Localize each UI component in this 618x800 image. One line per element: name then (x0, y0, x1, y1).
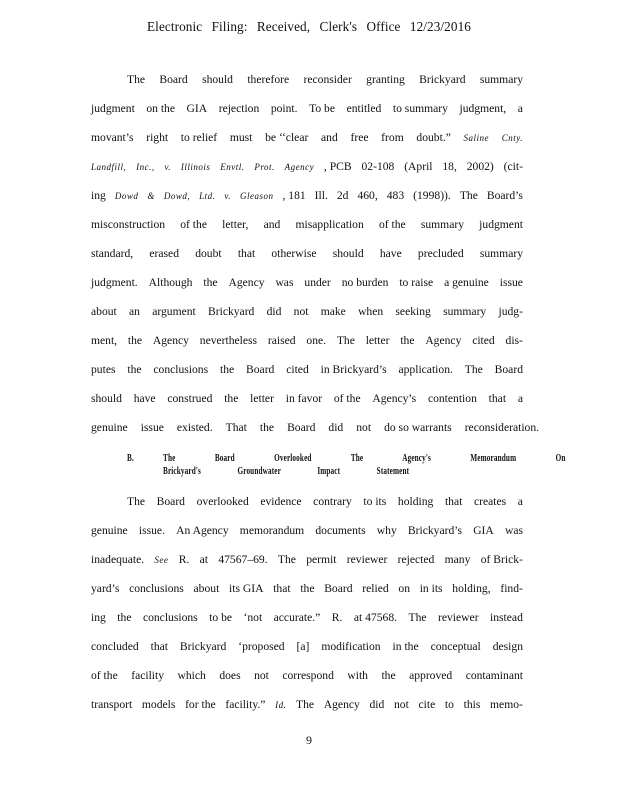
word: yard’s (91, 582, 120, 595)
word: conceptual (430, 640, 481, 653)
word: a (517, 102, 523, 115)
word: conclusions (153, 363, 209, 376)
word: Dowd (114, 191, 139, 201)
word: facility.” (225, 698, 266, 711)
word: in Brickyard’s (320, 363, 387, 376)
word: did (369, 698, 385, 711)
word: Agency’s (372, 392, 417, 405)
section-heading-line-1: The Board Overlooked The Agency's Memorandum On (163, 453, 566, 464)
word: misapplication (295, 218, 364, 231)
word: v. (164, 162, 172, 172)
word: many (444, 553, 471, 566)
text-line (91, 392, 523, 406)
word: about (91, 305, 117, 318)
word: Agency (425, 334, 462, 347)
word: of the (180, 218, 207, 231)
word: when (358, 305, 384, 318)
word: 483 (386, 189, 405, 202)
word: a (517, 495, 523, 508)
word: about (193, 582, 220, 595)
text-line (91, 421, 540, 435)
word: [a] (296, 640, 310, 653)
word: for the (185, 698, 216, 711)
word: construed (167, 392, 213, 405)
word: that (150, 640, 168, 653)
text-line (91, 669, 523, 683)
word: issue (499, 276, 523, 289)
word: did (328, 421, 344, 434)
word: The (336, 334, 355, 347)
word: holding (397, 495, 434, 508)
word: on (398, 582, 410, 595)
word: accurate.” (273, 611, 321, 624)
word: & (147, 191, 155, 201)
text-line (91, 102, 523, 116)
word: genuine (91, 524, 128, 537)
word: the (203, 276, 218, 289)
word: judgment, (459, 102, 507, 115)
word: (cit- (503, 160, 523, 173)
word: judgment. (91, 276, 138, 289)
word: models (141, 698, 176, 711)
word: no burden (341, 276, 389, 289)
word: not (293, 305, 309, 318)
word: doubt (195, 247, 222, 260)
word: does (219, 669, 241, 682)
word: Agency (284, 162, 315, 172)
word: reviewer (346, 553, 388, 566)
word: precluded (417, 247, 464, 260)
word: in its (419, 582, 443, 595)
word: of the (333, 392, 361, 405)
word: right (146, 131, 169, 144)
word: correspond (282, 669, 334, 682)
word: overlooked (196, 495, 249, 508)
word: judgment (479, 218, 523, 231)
word: dis- (505, 334, 523, 347)
word: , PCB (323, 160, 352, 173)
word: nevertheless (199, 334, 258, 347)
word: issue (140, 421, 164, 434)
word: documents (315, 524, 366, 537)
word: entitled (346, 102, 382, 115)
word: 18, (442, 160, 457, 173)
word: memorandum (239, 524, 305, 537)
word: did (266, 305, 282, 318)
word: To be (309, 102, 336, 115)
word: Board (287, 421, 316, 434)
word: be ‘‘clear (265, 131, 309, 144)
word: instead (490, 611, 523, 624)
word: at 47568. (353, 611, 398, 624)
word: existed. (176, 421, 213, 434)
word: judgment (91, 102, 135, 115)
word: , 181 (282, 189, 306, 202)
text-line (91, 524, 523, 538)
word: summary (479, 73, 523, 86)
word: the (300, 582, 315, 595)
word: Board (159, 73, 188, 86)
word: putes (91, 363, 116, 376)
text-line (91, 553, 523, 567)
word: Agency (228, 276, 265, 289)
word: Agency (152, 334, 189, 347)
word: point. (270, 102, 298, 115)
word: an (129, 305, 140, 318)
word: to (444, 698, 454, 711)
word: The (277, 553, 296, 566)
word: this (463, 698, 481, 711)
word: that (444, 495, 463, 508)
word: the (381, 669, 396, 682)
word: (April (404, 160, 433, 173)
word: R. (178, 553, 190, 566)
word: that (488, 392, 507, 405)
word: Board (324, 582, 353, 595)
word: The (296, 698, 315, 711)
word: Brickyard (419, 73, 466, 86)
word: letter, (222, 218, 249, 231)
word: facility (131, 669, 165, 682)
word: summary (420, 218, 464, 231)
section-heading-letter: B. (127, 453, 134, 464)
word: find- (500, 582, 523, 595)
word: erased (149, 247, 179, 260)
word: design (492, 640, 523, 653)
word: raised (267, 334, 296, 347)
word: creates (473, 495, 507, 508)
word: was (275, 276, 294, 289)
word: in the (392, 640, 419, 653)
text-line (91, 305, 523, 319)
word: issue. (138, 524, 165, 537)
word: should (332, 247, 364, 260)
word: The (127, 73, 146, 86)
word: under (304, 276, 331, 289)
word: the (117, 611, 132, 624)
word: genuine (91, 421, 128, 434)
word: Saline (463, 133, 490, 143)
word: memo- (490, 698, 523, 711)
word: contention (427, 392, 477, 405)
word: Inc., (136, 162, 155, 172)
word: rejection (218, 102, 260, 115)
word: Landfill, (91, 162, 127, 172)
word: the (224, 392, 239, 405)
word: cited (472, 334, 495, 347)
word: must (229, 131, 253, 144)
text-line (91, 131, 523, 145)
word: conclusions (129, 582, 184, 595)
word: the (400, 334, 415, 347)
word: The (408, 611, 427, 624)
word: doubt.” (416, 131, 451, 144)
word: and (321, 131, 338, 144)
word: argument (152, 305, 196, 318)
word: (1998)). (413, 189, 451, 202)
word: The (464, 363, 483, 376)
word: was (504, 524, 523, 537)
word: standard, (91, 247, 134, 260)
word: should (202, 73, 233, 86)
word: modification (321, 640, 381, 653)
word: summary (443, 305, 487, 318)
word: Board (494, 363, 523, 376)
page-number: 9 (306, 733, 312, 747)
word: inadequate. (91, 553, 145, 566)
word: otherwise (271, 247, 317, 260)
text-line (91, 276, 523, 290)
word: from (381, 131, 404, 144)
word: its GIA (229, 582, 264, 595)
word: granting (366, 73, 405, 86)
word: Envtl. (220, 162, 245, 172)
word: reconsider (303, 73, 352, 86)
word: evidence (260, 495, 302, 508)
word: one. (306, 334, 327, 347)
word: An Agency (176, 524, 229, 537)
text-line (91, 189, 523, 203)
word: movant’s (91, 131, 134, 144)
word: Agency (323, 698, 360, 711)
word: have (133, 392, 156, 405)
word: Brickyard (208, 305, 255, 318)
word: Board (246, 363, 275, 376)
text-line (91, 160, 523, 174)
word: See (154, 555, 169, 565)
word: summary (479, 247, 523, 260)
text-line (127, 495, 523, 509)
word: judg- (498, 305, 523, 318)
word: reviewer (438, 611, 479, 624)
word: not (393, 698, 409, 711)
word: should (91, 392, 122, 405)
word: v. (224, 191, 231, 201)
word: on the (146, 102, 175, 115)
word: the (219, 363, 235, 376)
text-line (91, 247, 523, 261)
word: cite (418, 698, 436, 711)
word: Dowd, (163, 191, 191, 201)
word: approved (409, 669, 453, 682)
word: cited (286, 363, 309, 376)
word: transport (91, 698, 133, 711)
word: Brickyard’s (407, 524, 463, 537)
word: Cnty. (501, 133, 523, 143)
word: Although (148, 276, 193, 289)
word: 47567–69. (218, 553, 268, 566)
word: application. (398, 363, 453, 376)
text-line (91, 334, 523, 348)
word: to raise (399, 276, 434, 289)
word: of the (378, 218, 406, 231)
word: and (263, 218, 281, 231)
word: ‘proposed (238, 640, 285, 653)
word: ing (91, 611, 106, 624)
word: GIA (186, 102, 208, 115)
word: R. (331, 611, 343, 624)
word: contrary (313, 495, 352, 508)
word: 2002) (466, 160, 494, 173)
word: the (127, 363, 142, 376)
filing-stamp-header: Electronic Filing: Received, Clerk's Office 12/23/2016 (147, 19, 471, 34)
word: contaminant (465, 669, 523, 682)
word: not (356, 421, 372, 434)
word: to summary (392, 102, 448, 115)
word: The (459, 189, 478, 202)
word: not (254, 669, 269, 682)
word: the (259, 421, 275, 434)
word: free (350, 131, 369, 144)
word: have (379, 247, 402, 260)
word: 2d (336, 189, 349, 202)
word: Id. (275, 700, 287, 710)
text-line (127, 73, 523, 87)
word: seeking (395, 305, 431, 318)
word: to relief (180, 131, 218, 144)
word: do so warrants (384, 421, 452, 434)
word: relied (362, 582, 389, 595)
text-line (91, 611, 523, 625)
section-heading-line-2: Brickyard's Groundwater Impact Statement (163, 466, 410, 477)
word: ‘not (243, 611, 263, 624)
word: letter (365, 334, 390, 347)
word: to be (209, 611, 233, 624)
word: of Brick- (480, 553, 523, 566)
word: 02-108 (361, 160, 395, 173)
text-line (91, 698, 523, 712)
word: that (237, 247, 256, 260)
word: of the (91, 669, 118, 682)
word: with (347, 669, 368, 682)
word: holding, (452, 582, 491, 595)
word: letter (250, 392, 274, 405)
word: The (127, 495, 146, 508)
word: concluded (91, 640, 139, 653)
word: Board (156, 495, 185, 508)
word: at (199, 553, 209, 566)
word: the (127, 334, 143, 347)
word: that (273, 582, 291, 595)
word: Prot. (254, 162, 275, 172)
word: conclusions (142, 611, 198, 624)
word: 460, (357, 189, 378, 202)
word: Ill. (314, 189, 328, 202)
word: GIA (473, 524, 494, 537)
word: Brickyard (179, 640, 227, 653)
text-line (91, 640, 523, 654)
word: rejected (397, 553, 435, 566)
word: ing (91, 189, 106, 202)
word: That (225, 421, 247, 434)
text-line (91, 582, 523, 596)
word: Ltd. (199, 191, 216, 201)
word: Gleason (239, 191, 274, 201)
text-line (91, 218, 523, 232)
word: reconsideration. (464, 421, 540, 434)
word: make (320, 305, 346, 318)
word: in favor (285, 392, 323, 405)
word: to its (363, 495, 387, 508)
word: Board’s (486, 189, 523, 202)
word: Illinois (180, 162, 211, 172)
word: a (517, 392, 523, 405)
word: permit (306, 553, 337, 566)
text-line (91, 363, 523, 377)
word: which (177, 669, 206, 682)
word: why (376, 524, 397, 537)
word: a genuine (444, 276, 489, 289)
word: ment, (91, 334, 118, 347)
word: therefore (247, 73, 290, 86)
word: misconstruction (91, 218, 166, 231)
